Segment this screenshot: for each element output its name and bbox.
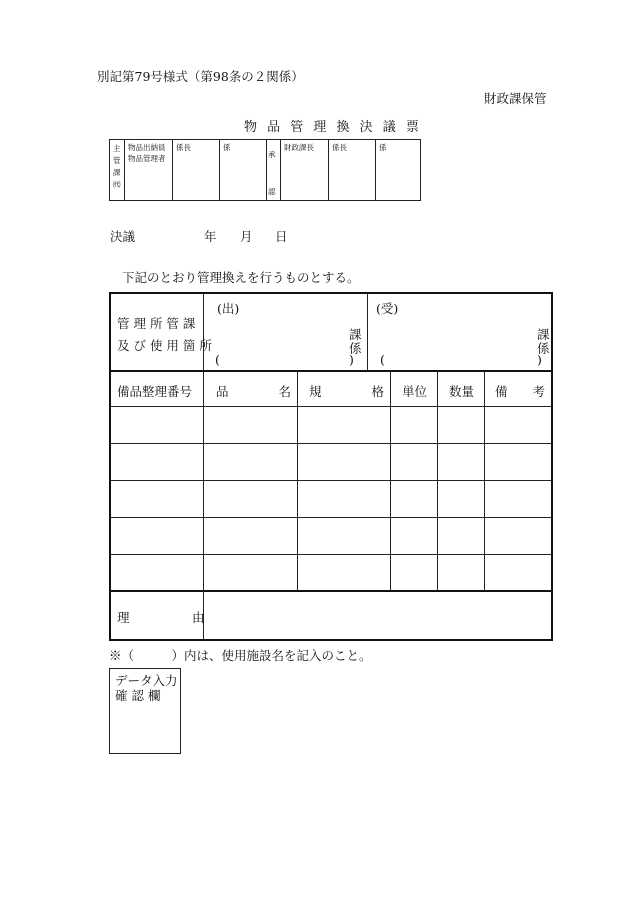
col-divider — [484, 371, 485, 590]
header-item-number: 備品整理番号 — [117, 384, 193, 399]
col-divider — [437, 371, 438, 590]
data-entry-label-1: データ入力 — [115, 673, 178, 688]
stamp-divider — [219, 140, 220, 200]
out-label: (出) — [217, 301, 240, 316]
col-divider — [390, 371, 391, 590]
resolution-year: 年 — [204, 229, 217, 244]
row-divider — [111, 406, 551, 407]
reason-label: 理 由 — [117, 610, 205, 625]
resolution-label: 決議 — [110, 229, 136, 244]
header-spec: 規 格 — [309, 384, 385, 399]
chief-label-1: 係長 — [176, 143, 191, 152]
transfer-table — [109, 292, 553, 641]
data-entry-label-2: 確 認 欄 — [115, 688, 161, 703]
chief-label-2: 係長 — [332, 143, 347, 152]
out-ka: 課 — [349, 327, 362, 342]
staff-label-1: 係 — [223, 143, 231, 152]
footnote: ※（ ）内は、使用施設名を記入のこと。 — [109, 648, 372, 663]
data-entry-box — [109, 668, 181, 754]
in-ka: 課 — [537, 327, 550, 342]
stamp-divider — [375, 140, 376, 200]
in-paren-close: ) — [537, 352, 542, 367]
row-divider — [111, 590, 551, 592]
approval-stamp-table — [109, 139, 421, 201]
stamp-divider — [328, 140, 329, 200]
approve-label-2: 認 — [268, 187, 276, 196]
out-paren-close: ) — [349, 352, 354, 367]
out-kakari: 係 — [349, 341, 362, 356]
header-unit: 単位 — [402, 384, 428, 399]
col-divider — [297, 371, 298, 590]
location-label-line1: 管 理 所 管 課 — [117, 316, 196, 331]
header-quantity: 数量 — [449, 384, 475, 399]
row-divider — [111, 370, 551, 372]
row-divider — [111, 517, 551, 518]
row-divider — [111, 554, 551, 555]
in-kakari: 係 — [537, 341, 550, 356]
stamp-divider — [172, 140, 173, 200]
header-remarks: 備 考 — [495, 384, 546, 399]
goods-officer-label-2: 物品管理者 — [128, 154, 166, 163]
resolution-day: 日 — [275, 229, 288, 244]
out-paren-open: ( — [215, 352, 220, 367]
row-divider — [111, 480, 551, 481]
approve-label-1: 承 — [268, 150, 276, 159]
in-paren-open: ( — [380, 352, 385, 367]
form-number: 別記第79号様式（第98条の２関係） — [97, 69, 304, 84]
stamp-divider — [124, 140, 125, 200]
in-label: (受) — [376, 301, 399, 316]
custody-label: 財政課保管 — [484, 91, 547, 106]
staff-label-2: 係 — [379, 143, 387, 152]
main-dept-label: 主管課㈹ — [113, 144, 121, 189]
form-title: 物 品 管 理 換 決 議 票 — [244, 120, 422, 135]
resolution-month: 月 — [240, 229, 253, 244]
stamp-divider — [266, 140, 267, 200]
finance-chief-label: 財政課長 — [284, 143, 314, 152]
stamp-divider — [280, 140, 281, 200]
goods-officer-label-1: 物品出納員 — [128, 143, 166, 152]
location-label-line2: 及 び 使 用 箇 所 — [117, 338, 212, 353]
header-item-name: 品 名 — [216, 384, 292, 399]
intro-text: 下記のとおり管理換えを行うものとする。 — [122, 270, 360, 285]
row-divider — [111, 443, 551, 444]
col-divider — [367, 294, 368, 370]
